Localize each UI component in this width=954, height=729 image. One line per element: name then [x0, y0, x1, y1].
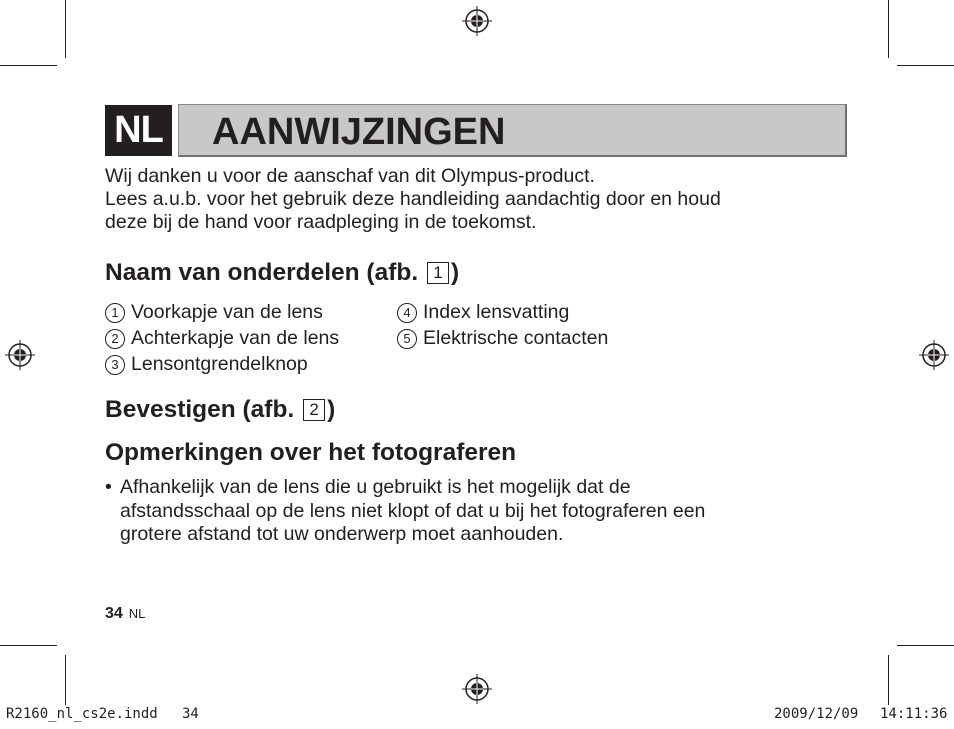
item-number-circle: 3 — [105, 355, 125, 375]
slug-time: 14:11:36 — [880, 706, 948, 722]
notes-heading: Opmerkingen over het fotograferen — [105, 439, 517, 466]
item-label: Voorkapje van de lens — [131, 301, 323, 323]
bullet-icon: • — [105, 476, 112, 498]
parts-list-right — [397, 300, 608, 350]
item-number-circle: 5 — [397, 329, 417, 349]
slug-date: 2009/12/09 — [774, 706, 859, 722]
page-number-value: 34 — [105, 605, 123, 622]
parts-heading-text: Naam van onderdelen (afb. — [105, 259, 419, 286]
title-bar — [178, 104, 847, 157]
item-label: Elektrische contacten — [423, 327, 609, 349]
crop-mark-top-right-vertical — [888, 0, 889, 58]
page-number — [105, 604, 145, 624]
list-item — [105, 300, 339, 324]
note-line: afstandsschaal op de lens niet klopt of dat u bij het fotograferen een — [120, 499, 706, 522]
mount-heading-text: Bevestigen (afb. — [105, 396, 295, 423]
list-item — [397, 300, 608, 324]
figure-reference-box: 2 — [303, 399, 325, 421]
item-label: Lensontgrendelknop — [131, 353, 308, 375]
intro-line: deze bij de hand voor raadpleging in de toekomst. — [105, 211, 537, 233]
notes-list — [105, 476, 705, 547]
item-number-circle: 4 — [397, 303, 417, 323]
crop-mark-bottom-right-vertical — [888, 655, 889, 705]
list-item — [105, 326, 339, 350]
registration-mark-top-icon — [462, 6, 492, 36]
item-label: Index lensvatting — [423, 301, 570, 323]
crop-mark-bottom-right-horizontal — [897, 645, 954, 646]
figure-reference-box: 1 — [427, 262, 449, 284]
intro-line: Wij danken u voor de aanschaf van dit Olympus-product. — [105, 165, 595, 187]
page-language: NL — [128, 606, 146, 621]
slug-filename: R2160_nl_cs2e.indd — [6, 706, 158, 722]
crop-mark-top-left-vertical — [65, 0, 66, 58]
item-label: Achterkapje van de lens — [131, 327, 340, 349]
intro-line: Lees a.u.b. voor het gebruik deze handleiding aandachtig door en houd — [105, 188, 721, 210]
note-line: Afhankelijk van de lens die u gebruikt is het mogelijk dat de — [120, 476, 631, 498]
mount-heading-suffix: ) — [327, 396, 336, 423]
parts-heading — [105, 259, 459, 287]
list-item — [105, 352, 339, 376]
crop-mark-top-left-horizontal — [0, 65, 57, 66]
list-item — [397, 326, 608, 350]
item-number-circle: 1 — [105, 303, 125, 323]
slug-page: 34 — [182, 706, 199, 722]
list-item — [105, 476, 705, 500]
parts-list-left — [105, 300, 339, 376]
language-badge: NL — [105, 105, 172, 156]
registration-mark-bottom-icon — [462, 674, 492, 704]
note-line: grotere afstand tot uw onderwerp moet aanhouden. — [120, 523, 564, 545]
mount-heading — [105, 396, 335, 424]
crop-mark-bottom-left-horizontal — [0, 645, 57, 646]
crop-mark-top-right-horizontal — [897, 65, 954, 66]
item-number-circle: 2 — [105, 329, 125, 349]
parts-heading-suffix: ) — [450, 259, 460, 286]
registration-mark-right-icon — [919, 340, 949, 370]
crop-mark-bottom-left-vertical — [65, 655, 66, 705]
intro-paragraph — [105, 165, 845, 234]
page-title: AANWIJZINGEN — [212, 111, 506, 153]
registration-mark-left-icon — [5, 340, 35, 370]
